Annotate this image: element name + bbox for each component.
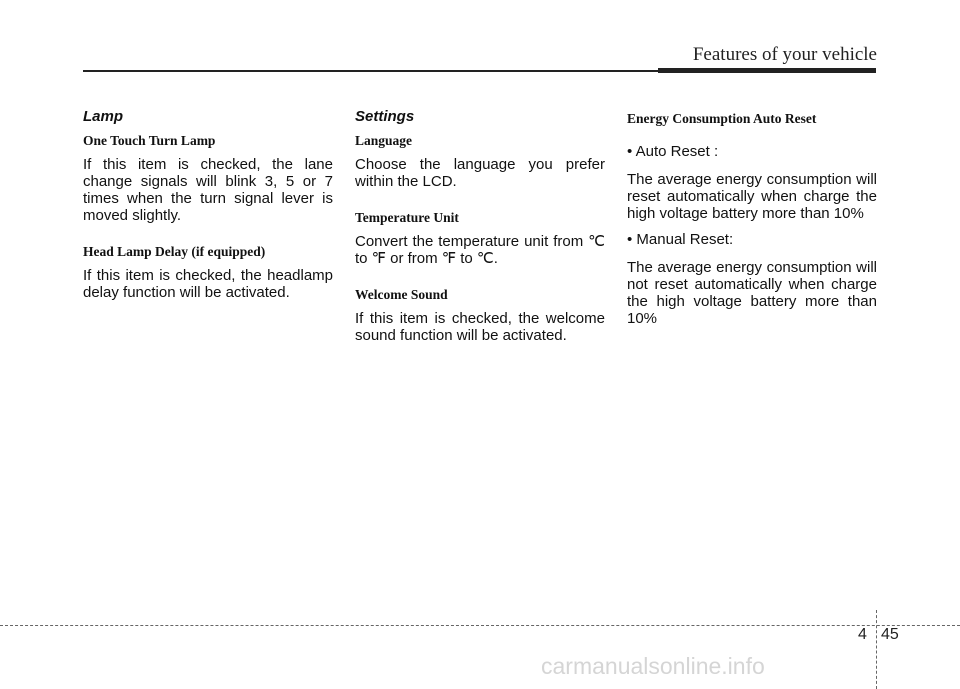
temperature-unit-heading: Temperature Unit	[355, 210, 459, 225]
manual-reset-label: • Manual Reset:	[627, 231, 734, 248]
watermark: carmanualsonline.info	[541, 653, 765, 679]
language-heading: Language	[355, 133, 413, 148]
one-touch-turn-lamp-text: If this item is checked, the lane change signals will blink 3, 5 or 7 times when the turn signal lever is moved slightly.	[83, 156, 333, 224]
lamp-column	[83, 108, 333, 301]
footer-rule	[0, 625, 960, 626]
auto-reset-text: The average energy consumption will reset automatically when charge the high voltage battery more than 10%	[627, 171, 877, 222]
lamp-section-title: Lamp	[83, 108, 124, 125]
head-lamp-delay-text: If this item is checked, the headlamp delay function will be activated.	[83, 267, 333, 301]
header-title: Features of your vehicle	[692, 44, 877, 65]
temperature-unit-text: Convert the temperature unit from ℃ to ℉ or from ℉ to ℃.	[355, 233, 605, 267]
header-rule-accent	[658, 68, 876, 73]
page-number: 45	[881, 626, 899, 643]
welcome-sound-text: If this item is checked, the welcome sound function will be activated.	[355, 310, 605, 344]
settings-column	[355, 108, 605, 344]
footer-divider	[876, 610, 877, 689]
settings-section-title: Settings	[355, 108, 415, 125]
welcome-sound-heading: Welcome Sound	[355, 287, 448, 302]
one-touch-turn-lamp-heading: One Touch Turn Lamp	[83, 133, 216, 148]
manual-reset-text: The average energy consumption will not reset automatically when charge the high voltage battery more than 10%	[627, 259, 877, 327]
energy-reset-heading: Energy Consumption Auto Reset	[627, 111, 817, 126]
head-lamp-delay-heading: Head Lamp Delay (if equipped)	[83, 244, 266, 259]
chapter-number: 4	[858, 626, 867, 643]
language-text: Choose the language you prefer within the LCD.	[355, 156, 605, 190]
auto-reset-label: • Auto Reset :	[627, 143, 719, 160]
energy-column	[627, 108, 877, 327]
